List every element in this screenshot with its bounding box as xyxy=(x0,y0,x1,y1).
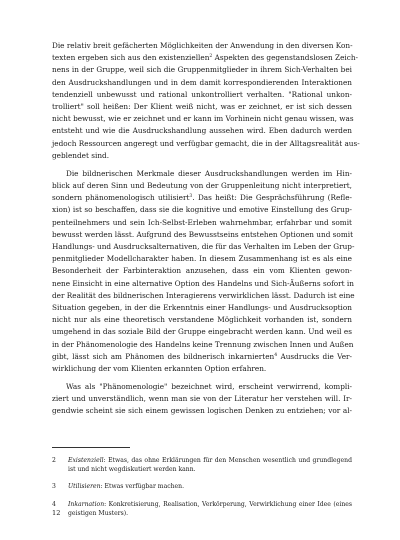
text-line: entsteht und wie die Ausdruckshandlung aussehen wird. Eben dadurch werden xyxy=(52,126,352,136)
text-line xyxy=(52,351,352,363)
text-line: geblendet sind. xyxy=(52,150,110,160)
footnote-text: : Konkretisierung, Realisation, Verkörperung, Verwirklichung einer Idee (eines xyxy=(104,500,352,508)
footnote-line xyxy=(52,482,352,491)
footnote-term: Existenziell xyxy=(68,456,104,464)
text-segment: Ausdrucks die Ver- xyxy=(277,351,352,361)
paragraph xyxy=(52,40,360,162)
text-line: penteilnehmers und sein Ich-Selbst-Erleben wahrnehmbar, erfahrbar und somit xyxy=(52,217,352,227)
footnotes xyxy=(52,456,352,519)
footnote xyxy=(52,482,352,491)
text-line: ziert und unverständlich, wenn man sie von der Literatur her verstehen will. Ir- xyxy=(52,394,352,404)
text-line: xion) ist so beschaffen, dass sie die kognitive und emotive Einstellung des Grup- xyxy=(52,205,352,215)
paragraph xyxy=(52,168,355,375)
page-number: 12 xyxy=(52,509,61,517)
footnote-ref: 2 xyxy=(209,54,213,60)
text-line: wirklichung der vom Klienten erkannten Option erfahren. xyxy=(52,363,267,373)
footnote-term: Inkarnation xyxy=(68,500,105,508)
text-line: penmitglieder Modellcharakter haben. In diesem Zusammenhang ist es als eine xyxy=(52,254,352,264)
footnote-term: Utilisieren xyxy=(68,483,101,491)
text-line: Besonderheit der Farbinteraktion anzusehen, dass ein vom Klienten gewon- xyxy=(52,266,352,276)
footnote-number: 2 xyxy=(52,456,56,464)
text-line: bewusst werden lässt. Aufgrund des Bewusstseins entstehen Optionen und somit xyxy=(52,229,354,239)
footnote-line: ist und nicht wegdiskutiert werden kann. xyxy=(68,466,196,474)
footnote-text: : Etwas, das ohne Erklärungen für den Menschen wesentlich und grundlegend xyxy=(103,456,352,464)
text-line xyxy=(52,192,352,204)
footnote xyxy=(52,456,352,475)
footnote-number: 3 xyxy=(52,483,56,491)
text-segment: sondern phänomenologisch utilisiert xyxy=(52,193,190,203)
text-line: nene Einsicht in eine alternative Option des Handelns und Sich-Äußerns sofort in xyxy=(52,278,354,288)
text-line: Die relativ breit gefächerten Möglichkeiten der Anwendung in den diversen Kon- xyxy=(52,41,353,50)
footnote-text: : Etwas verfügbar machen. xyxy=(100,483,185,491)
text-line: nicht nur als eine theoretisch verstandene Möglichkeit vorhanden ist, sondern xyxy=(52,315,352,325)
text-line: Situation gegeben, in der die Erkenntnis einer Handlungs- und Ausdrucksoption xyxy=(52,302,352,312)
text-line xyxy=(52,52,358,64)
footnote-line xyxy=(52,500,352,509)
footnote-ref: 4 xyxy=(274,352,278,358)
text-line: tendenziell unbewusst und rational unkontrolliert verhalten. "Rational unkon- xyxy=(52,89,352,99)
body-text xyxy=(52,40,360,418)
text-line: Die bildnerischen Merkmale dieser Ausdruckshandlungen werden im Hin- xyxy=(66,168,352,178)
text-line: der Realität des bildnerischen Interagierens verwirklichen lässt. Dadurch ist eine xyxy=(52,290,355,300)
text-line: Was als "Phänomenologie" bezeichnet wird, erscheint verwirrend, kompli- xyxy=(66,382,352,392)
page-body xyxy=(52,40,360,519)
paragraph xyxy=(52,381,352,418)
text-segment: . Das heißt: Die Gesprächsführung (Refle- xyxy=(192,193,352,203)
text-line: gendwie scheint sie sich einem gewissen logischen Denken zu entziehen; vor al- xyxy=(52,406,352,416)
text-line: in der Phänomenologie des Handelns keine Trennung zwischen Innen und Außen xyxy=(52,339,354,349)
text-line: trolliert" soll heißen: Der Klient weiß nicht, was er zeichnet, er ist sich dessen xyxy=(52,101,352,111)
text-line: blick auf deren Sinn und Bedeutung von der Gruppenleitung nicht interpretiert, xyxy=(52,181,352,191)
text-segment: gibt, lässt sich am Phänomen des bildnerisch inkarnierten xyxy=(52,351,275,361)
text-line: jedoch Ressourcen angeregt und verfügbar gemacht, die in der Alltagsrealität aus- xyxy=(52,138,360,148)
footnote-divider xyxy=(52,447,130,448)
footnote-line xyxy=(52,456,352,465)
footnote-number: 4 xyxy=(52,500,56,508)
footnote xyxy=(52,500,352,519)
text-line: den Ausdruckshandlungen und in dem damit korrespondierenden Interaktionen xyxy=(52,77,352,87)
text-segment: texten ergeben sich aus den existenziellen xyxy=(52,53,210,63)
text-line: umgehend in das soziale Bild der Gruppe eingebracht werden kann. Und weil es xyxy=(52,327,352,337)
text-line: nens in der Gruppe, weil sich die Gruppenmitglieder in ihrem Sich-Verhalten bei xyxy=(52,65,352,75)
footnote-line: geistigen Musters). xyxy=(68,510,129,518)
footnote-ref: 3 xyxy=(189,194,193,200)
text-line: Handlungs- und Ausdrucksalternativen, die für das Verhalten im Leben der Grup- xyxy=(52,242,355,251)
text-line: nicht bewusst, wie er zeichnet und er kann im Vorhinein nicht genau wissen, was xyxy=(52,114,354,124)
text-segment: Aspekten des gegenstandslosen Zeich- xyxy=(212,53,358,63)
